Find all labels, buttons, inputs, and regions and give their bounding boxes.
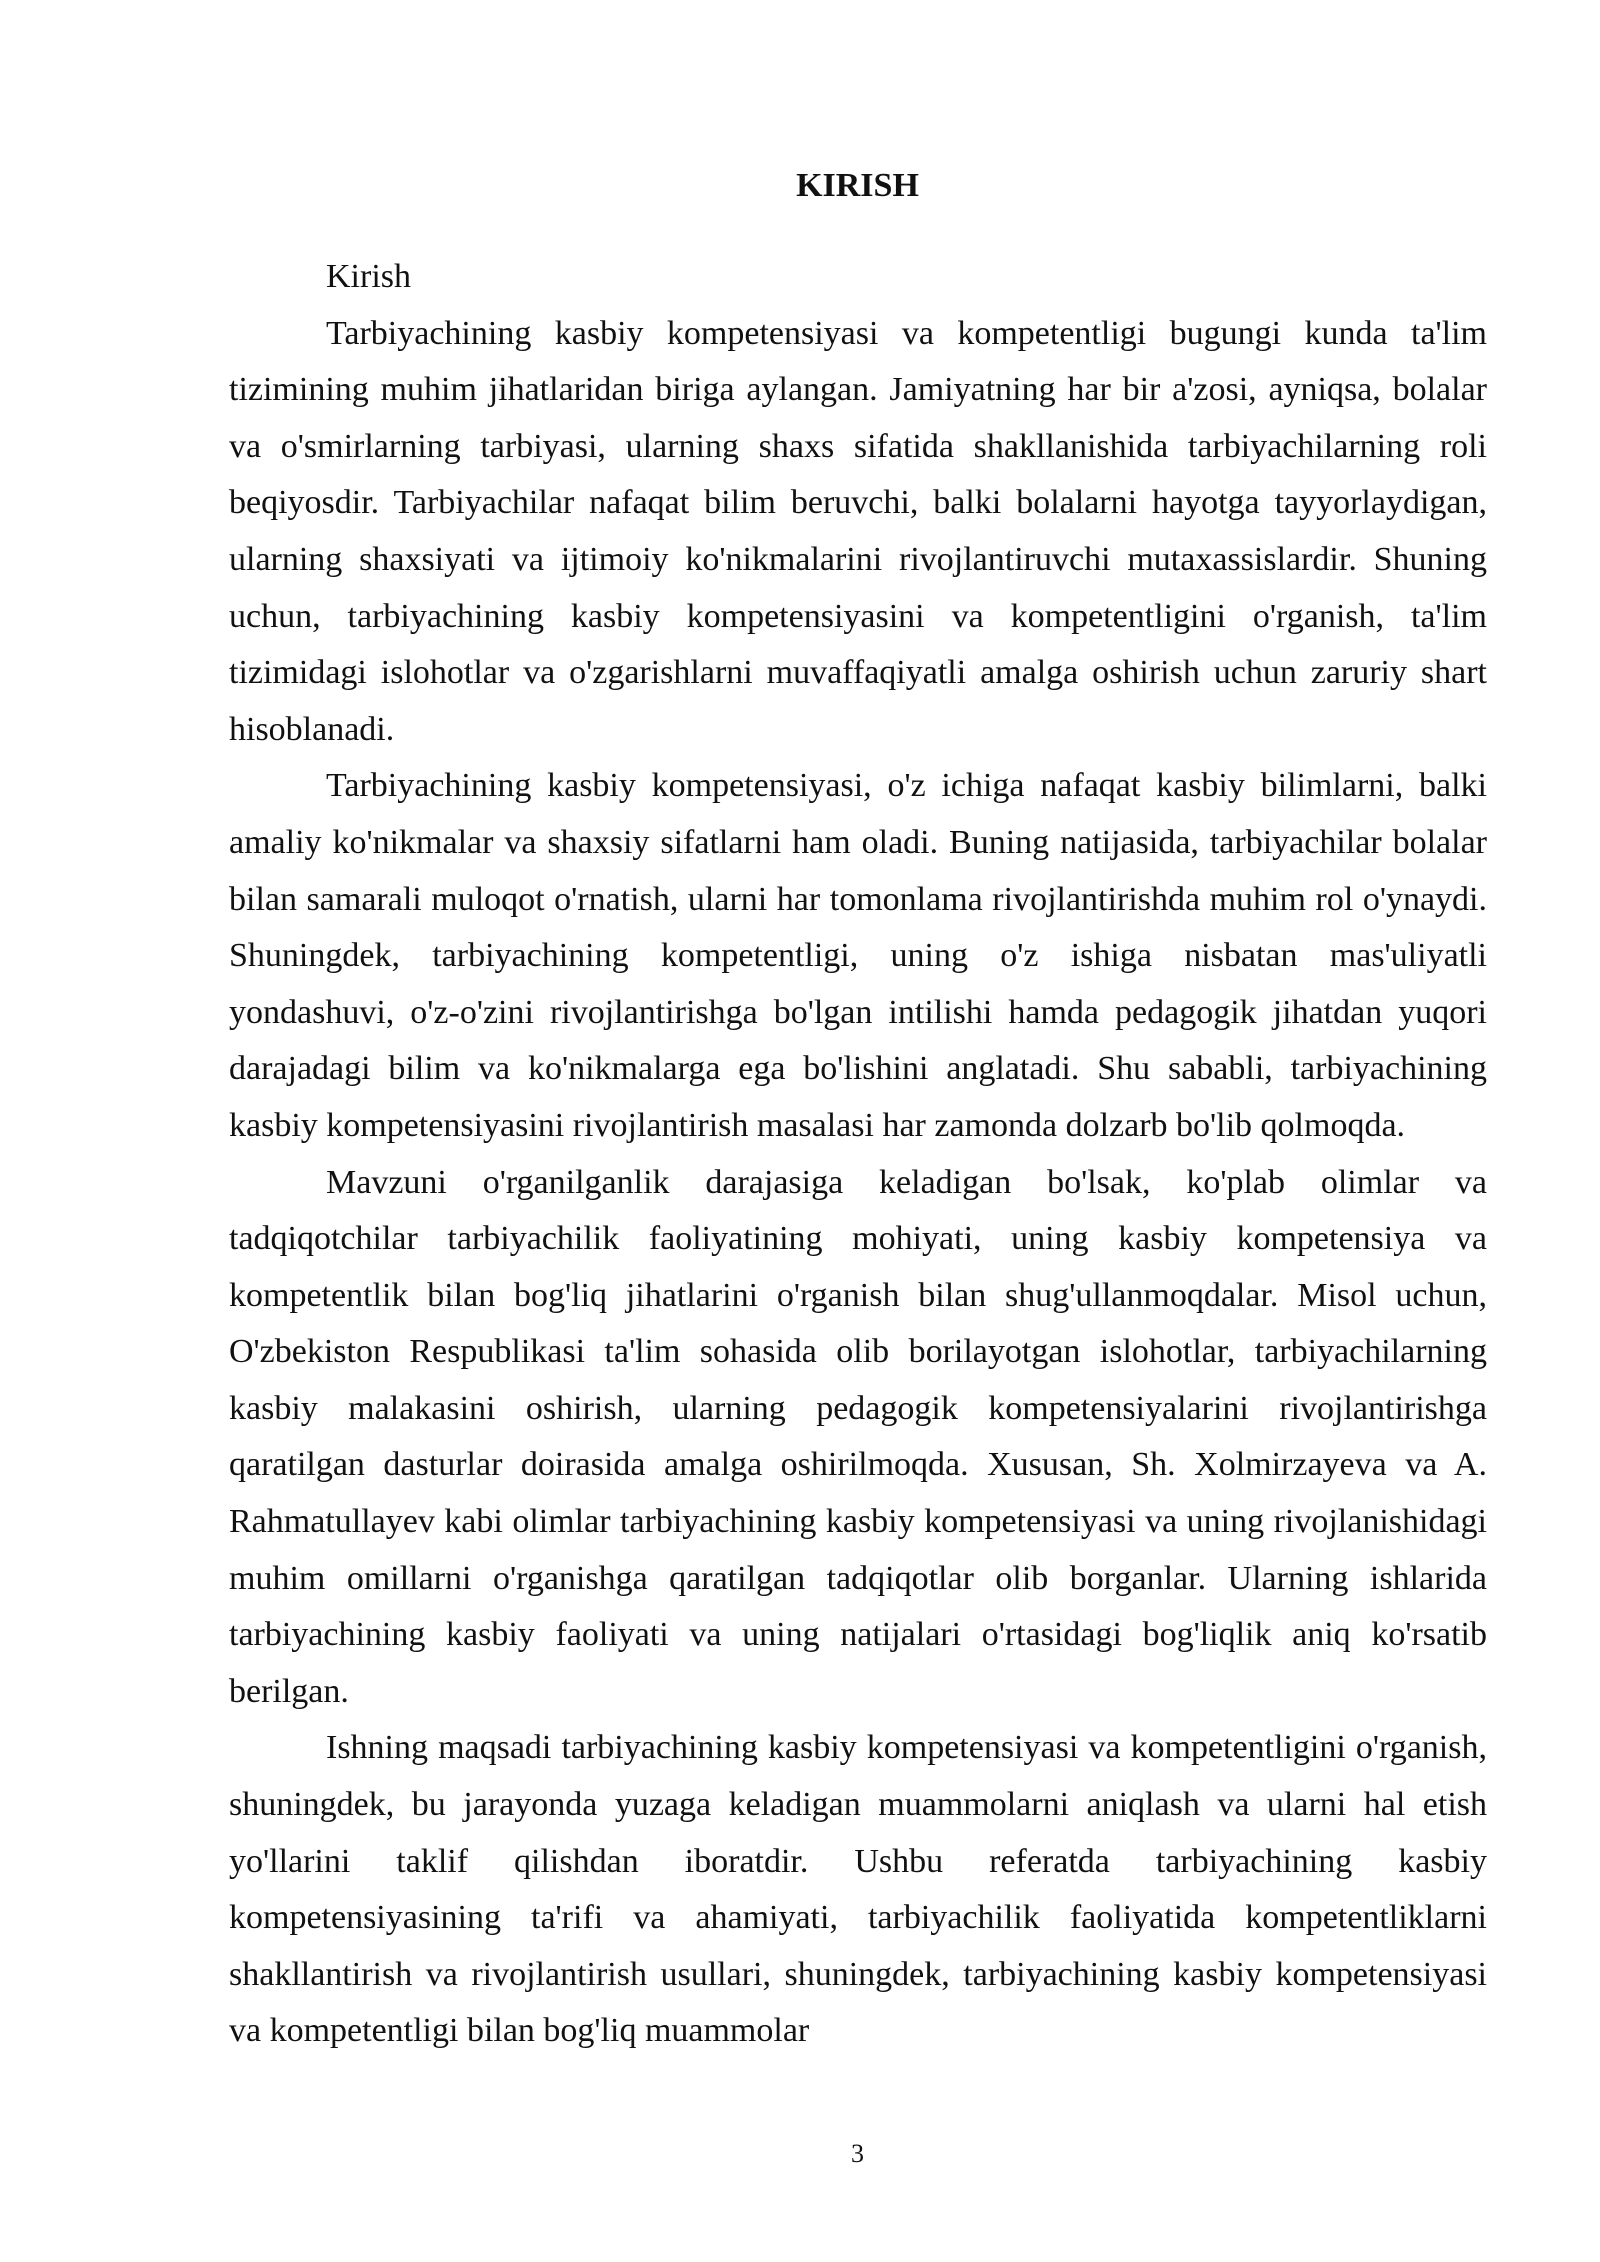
- paragraph-4: Ishning maqsadi tarbiyachining kasbiy kompetensiyasi va kompetentligini o'rganish, shuningdek, bu jarayonda yuzaga keladigan muammolarni aniqlash va ularni hal etish yo'llarini taklif qilishdan iboratdir. Ushbu referatda tarbiyachining kasbiy kompetensiyasining ta'rifi va ahamiyati, tarbiyachilik faoliyatida kompetentliklarni shakllantirish va rivojlantirish usullari, shuningdek, tarbiyachining kasbiy kompetensiyasi va kompetentligi bilan bog'liq muammolar: [229, 1729, 1487, 2050]
- subheading: Kirish: [326, 258, 411, 295]
- paragraph-1: Tarbiyachining kasbiy kompetensiyasi va kompetentligi bugungi kunda ta'lim tizimining muhim jihatlaridan biriga aylangan. Jamiyatning har bir a'zosi, ayniqsa, bolalar va o'smirlarning tarbiyasi, ularning shaxs sifatida shakllanishida tarbiyachilarning roli beqiyosdir. Tarbiyachilar nafaqat bilim beruvchi, balki bolalarni hayotga tayyorlaydigan, ularning shaxsiyati va ijtimoiy ko'nikmalarini rivojlantiruvchi mutaxassislardir. Shuning uchun, tarbiyachining kasbiy kompetensiyasini va kompetentligini o'rganish, ta'lim tizimidagi islohotlar va o'zgarishlarni muvaffaqiyatli amalga oshirish uchun zaruriy shart hisoblanadi.: [229, 314, 1487, 748]
- page-number: 3: [851, 2139, 864, 2168]
- page-title: KIRISH: [796, 167, 919, 204]
- paragraph-2: Tarbiyachining kasbiy kompetensiyasi, o'z ichiga nafaqat kasbiy bilimlarni, balki amaliy ko'nikmalar va shaxsiy sifatlarni ham oladi. Buning natijasida, tarbiyachilar bolalar bilan samarali muloqot o'rnatish, ularni har tomonlama rivojlantirishda muhim rol o'ynaydi. Shuningdek, tarbiyachining kompetentligi, uning o'z ishiga nisbatan mas'uliyatli yondashuvi, o'z-o'zini rivojlantirishga bo'lgan intilishi hamda pedagogik jihatdan yuqori darajadagi bilim va ko'nikmalarga ega bo'lishini anglatadi. Shu sababli, tarbiyachining kasbiy kompetensiyasini rivojlantirish masalasi har zamonda dolzarb bo'lib qolmoqda.: [229, 767, 1487, 1144]
- body-text: [229, 249, 1487, 2060]
- paragraph-3: Mavzuni o'rganilganlik darajasiga keladigan bo'lsak, ko'plab olimlar va tadqiqotchilar tarbiyachilik faoliyatining mohiyati, uning kasbiy kompetensiya va kompetentlik bilan bog'liq jihatlarini o'rganish bilan shug'ullanmoqdalar. Misol uchun, O'zbekiston Respublikasi ta'lim sohasida olib borilayotgan islohotlar, tarbiyachilarning kasbiy malakasini oshirish, ularning pedagogik kompetensiyalarini rivojlantirishga qaratilgan dasturlar doirasida amalga oshirilmoqda. Xususan, Sh. Xolmirzayeva va A. Rahmatullayev kabi olimlar tarbiyachining kasbiy kompetensiyasi va uning rivojlanishidagi muhim omillarni o'rganishga qaratilgan tadqiqotlar olib borganlar. Ularning ishlarida tarbiyachining kasbiy faoliyati va uning natijalari o'rtasidagi bog'liqlik aniq ko'rsatib berilgan.: [229, 1163, 1487, 1710]
